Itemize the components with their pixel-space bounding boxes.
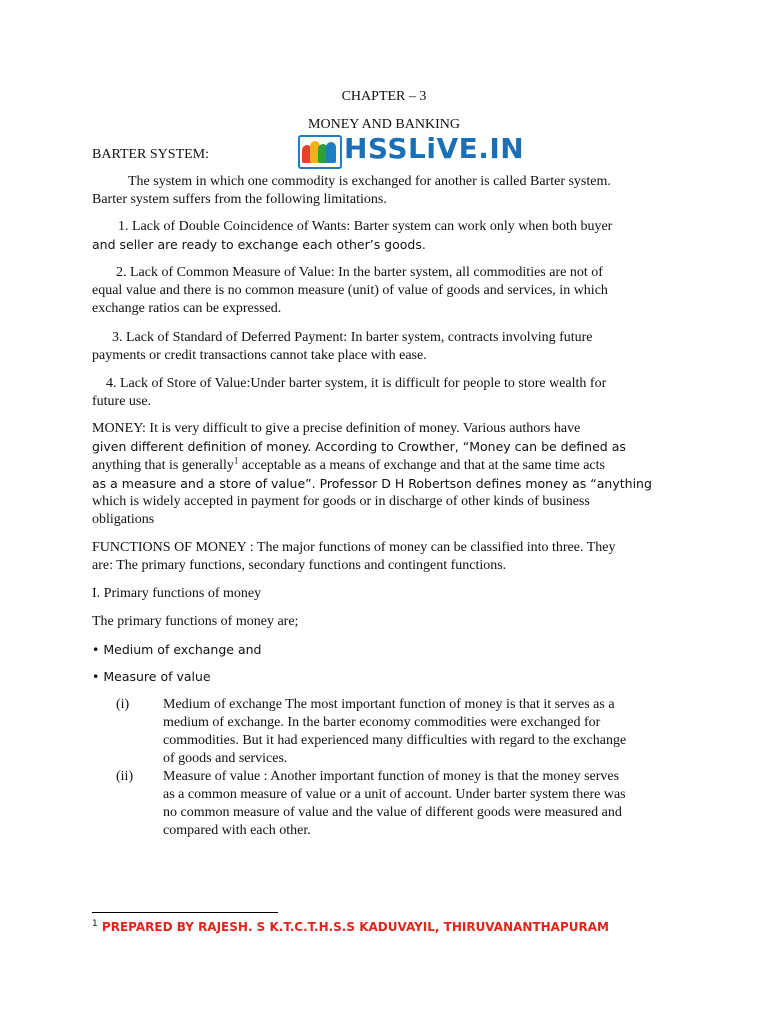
primary-functions-heading: I. Primary functions of money	[92, 586, 262, 601]
item-i-line-1: Medium of exchange The most important function of money is that it serves as a	[163, 697, 615, 712]
limitation-4-line-2: future use.	[92, 394, 152, 409]
footnote-ref: 1	[233, 455, 239, 466]
page-title: MONEY AND BANKING	[308, 117, 460, 132]
item-ii-line-4: compared with each other.	[163, 823, 311, 838]
item-i-number: (i)	[116, 697, 130, 712]
money-definition-line-3: anything that is generally$^1$ acceptable as a means of exchange and that at the same time acts	[92, 455, 605, 473]
money-definition-line-6: obligations	[92, 512, 155, 527]
footnote-divider	[92, 912, 278, 913]
limitation-2-line-2: equal value and there is no common measure (unit) of value of goods and services, in which	[92, 283, 608, 298]
item-i-line-3: commodities. But it had experienced many difficulties with regard to the exchange	[163, 733, 627, 748]
barter-heading: BARTER SYSTEM:	[92, 147, 210, 162]
bullet-medium-of-exchange: • Medium of exchange and	[92, 642, 262, 657]
barter-intro-line-1: The system in which one commodity is exchanged for another is called Barter system.	[128, 174, 611, 189]
item-ii-line-1: Measure of value : Another important function of money is that the money serves	[163, 769, 620, 784]
item-i-line-4: of goods and services.	[163, 751, 288, 766]
bullet-measure-of-value: • Measure of value	[92, 669, 211, 684]
barter-intro-line-2: Barter system suffers from the following limitations.	[92, 192, 387, 207]
item-ii-line-3: no common measure of value and the value of different goods were measured and	[163, 805, 622, 820]
kids-logo-icon	[298, 135, 342, 169]
functions-line-2: are: The primary functions, secondary functions and contingent functions.	[92, 558, 507, 573]
money-definition-line-4: as a measure and a store of value”. Professor D H Robertson defines money as “anything	[92, 476, 652, 491]
limitation-4-line-1: 4. Lack of Store of Value:Under barter system, it is difficult for people to store wealth for	[106, 376, 607, 391]
footnote-text: PREPARED BY RAJESH. S K.T.C.T.H.S.S KADUVAYIL, THIRUVANANTHAPURAM	[101, 920, 609, 934]
footnote	[92, 919, 609, 935]
limitation-2-line-3: exchange ratios can be expressed.	[92, 301, 282, 316]
item-ii-line-2: as a common measure of value or a unit of account. Under barter system there was	[163, 787, 626, 802]
limitation-1-line-2: and seller are ready to exchange each other’s goods.	[92, 237, 426, 252]
functions-line-1: FUNCTIONS OF MONEY : The major functions of money can be classified into three. They	[92, 540, 616, 555]
primary-functions-intro: The primary functions of money are;	[92, 614, 299, 629]
logo-wordmark: HSSLiVE.IN	[344, 132, 525, 165]
chapter-label: CHAPTER – 3	[341, 89, 427, 104]
limitation-1-line-1: 1. Lack of Double Coincidence of Wants: Barter system can work only when both buyer	[118, 219, 613, 234]
footnote-mark: 1	[92, 919, 98, 929]
item-ii-number: (ii)	[116, 769, 134, 784]
money-definition-line-1: MONEY: It is very difficult to give a precise definition of money. Various authors have	[92, 421, 581, 436]
hsslive-logo	[298, 132, 525, 168]
item-i-line-2: medium of exchange. In the barter economy commodities were exchanged for	[163, 715, 601, 730]
money-definition-line-2: given different definition of money. According to Crowther, “Money can be defined as	[92, 439, 626, 454]
limitation-2-line-1: 2. Lack of Common Measure of Value: In the barter system, all commodities are not of	[116, 265, 603, 280]
limitation-3-line-2: payments or credit transactions cannot take place with ease.	[92, 348, 427, 363]
money-definition-line-5: which is widely accepted in payment for goods or in discharge of other kinds of business	[92, 494, 590, 509]
limitation-3-line-1: 3. Lack of Standard of Deferred Payment: In barter system, contracts involving future	[112, 330, 593, 345]
